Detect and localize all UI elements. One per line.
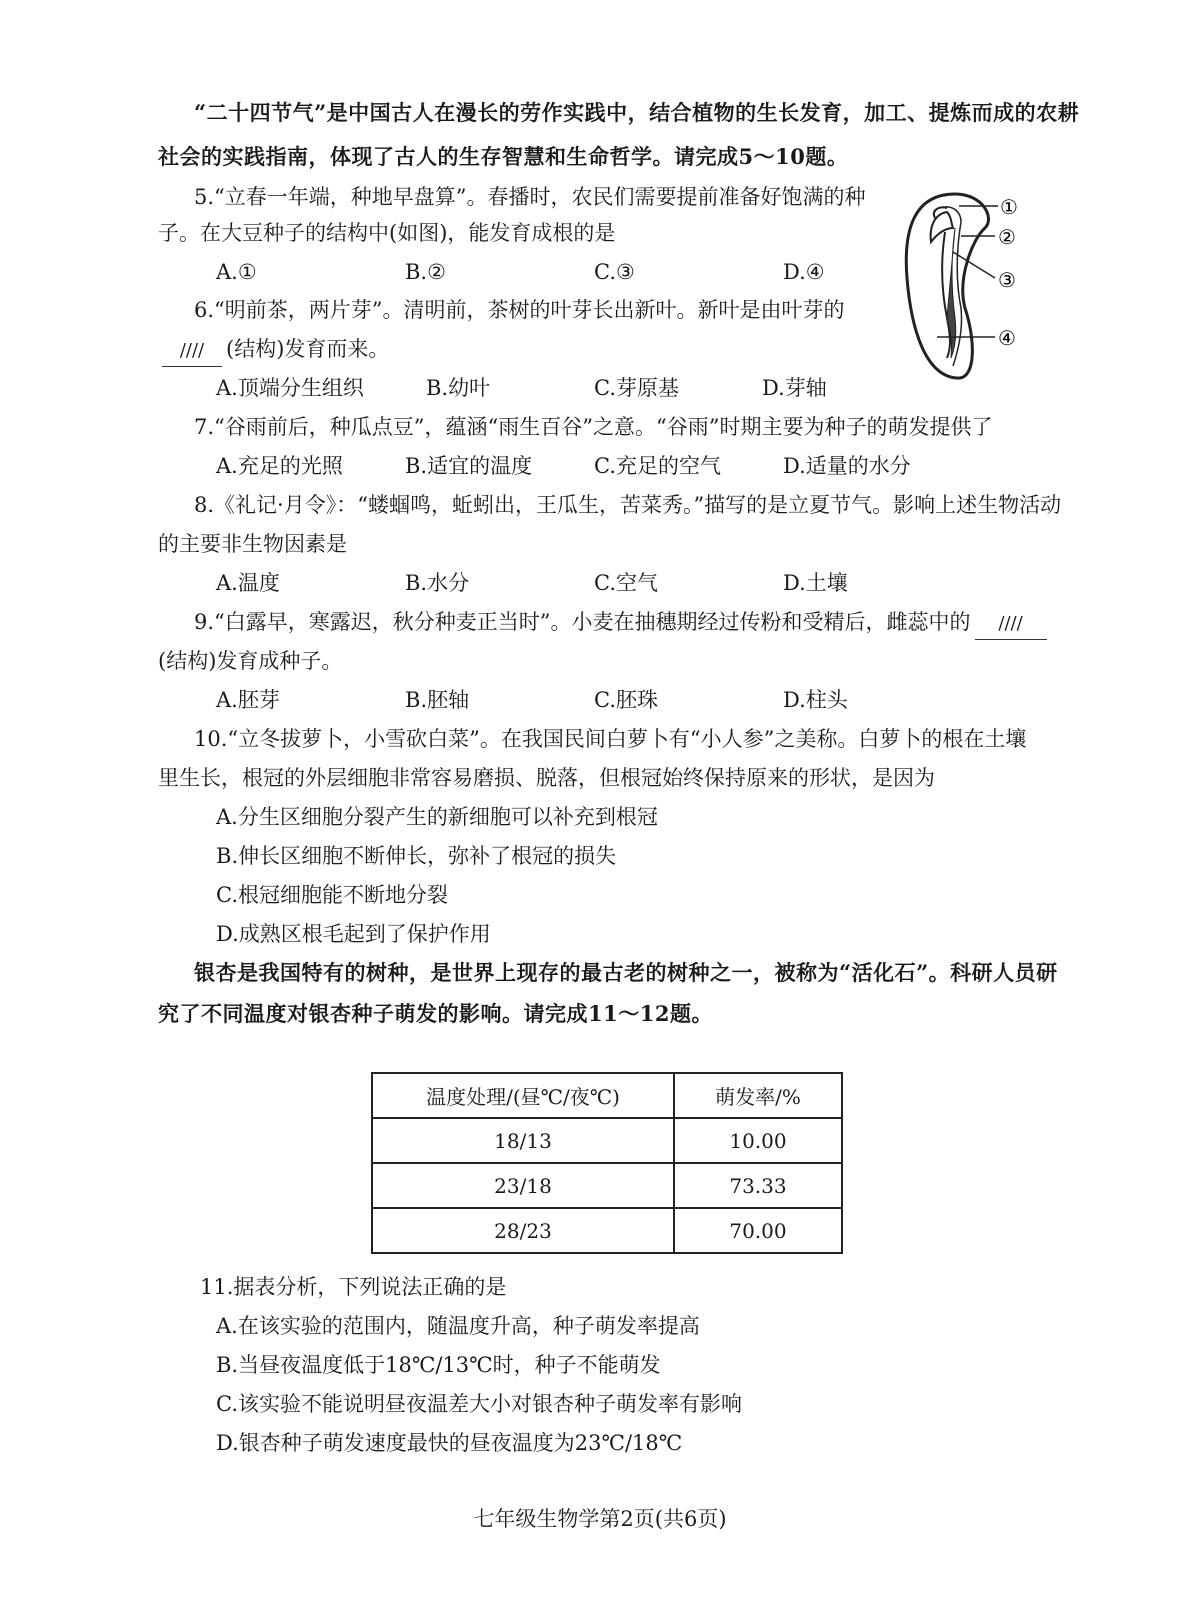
question-11-option-c: C.该实验不能说明昼夜温差大小对银杏种子萌发率有影响 [216, 1392, 742, 1416]
question-10-stem: 10.“立冬拔萝卜，小雪砍白菜”。在我国民间白萝卜有“小人参”之美称。白萝卜的根在土壤 [194, 727, 1027, 751]
question-5-option-c: C.③ [594, 260, 635, 284]
question-5-stem: 5.“立春一年端，种地早盘算”。春播时，农民们需要提前准备好饱满的种 [194, 185, 866, 209]
figure-label-4: ④ [998, 326, 1016, 350]
question-5-option-b: B.② [405, 260, 446, 284]
question-6-option-c: C.芽原基 [594, 376, 679, 400]
question-10-option-c: C.根冠细胞能不断地分裂 [216, 883, 448, 907]
soybean-seed-figure [895, 188, 1055, 388]
question-7-stem: 7.“谷雨前后，种瓜点豆”，蕴涵“雨生百谷”之意。“谷雨”时期主要为种子的萌发提供了 [194, 415, 993, 439]
question-7-option-b: B.适宜的温度 [405, 454, 533, 478]
question-9-blank: //// [975, 609, 1047, 640]
question-10-stem-cont: 里生长，根冠的外层细胞非常容易磨损、脱落，但根冠始终保持原来的形状，是因为 [158, 766, 935, 790]
page-footer: 七年级生物学第2页(共6页) [473, 1507, 727, 1531]
question-10-option-a: A.分生区细胞分裂产生的新细胞可以补充到根冠 [216, 805, 658, 829]
question-11-stem: 11.据表分析，下列说法正确的是 [200, 1275, 507, 1299]
table-row [372, 1208, 842, 1253]
question-9-option-c: C.胚珠 [594, 688, 658, 712]
question-5-option-d: D.④ [783, 260, 825, 284]
question-8-option-c: C.空气 [594, 571, 658, 595]
table-row [372, 1118, 842, 1163]
question-7-option-c: C.充足的空气 [594, 454, 721, 478]
table-header-germination-rate: 萌发率/% [674, 1073, 842, 1118]
question-10-option-d: D.成熟区根毛起到了保护作用 [216, 922, 491, 946]
question-11-option-d: D.银杏种子萌发速度最快的昼夜温度为23℃/18℃ [216, 1431, 683, 1455]
figure-label-2: ② [998, 225, 1016, 249]
question-6-option-a: A.顶端分生组织 [216, 376, 364, 400]
question-6-option-d: D.芽轴 [762, 376, 827, 400]
table-cell-rate: 70.00 [674, 1208, 842, 1253]
passage-intro-line-2: 社会的实践指南，体现了古人的生存智慧和生命哲学。请完成5～10题。 [158, 144, 849, 169]
question-9-stem-cont: (结构)发育成种子。 [158, 649, 343, 673]
table-cell-rate: 10.00 [674, 1118, 842, 1163]
germination-table [371, 1072, 843, 1254]
figure-label-3: ③ [998, 268, 1016, 292]
question-9-stem-text: 9.“白露早，寒露迟，秋分种麦正当时”。小麦在抽穗期经过传粉和受精后，雌蕊中的 [194, 610, 971, 634]
table-cell-rate: 73.33 [674, 1163, 842, 1208]
table-cell-temperature: 28/23 [372, 1208, 674, 1253]
table-cell-temperature: 23/18 [372, 1163, 674, 1208]
table-cell-temperature: 18/13 [372, 1118, 674, 1163]
question-6-option-b: B.幼叶 [426, 376, 491, 400]
table-row [372, 1163, 842, 1208]
question-11-option-a: A.在该实验的范围内，随温度升高，种子萌发率提高 [216, 1314, 700, 1338]
question-9-option-a: A.胚芽 [216, 688, 280, 712]
question-6-stem-tail: (结构)发育而来。 [226, 337, 390, 361]
question-6-stem-cont [158, 334, 389, 367]
table-header-temperature: 温度处理/(昼℃/夜℃) [372, 1073, 674, 1118]
passage-intro2-line-2: 究了不同温度对银杏种子萌发的影响。请完成11～12题。 [158, 1001, 713, 1026]
question-5-stem-cont: 子。在大豆种子的结构中(如图)，能发育成根的是 [158, 221, 616, 245]
question-8-option-b: B.水分 [405, 571, 470, 595]
question-7-option-a: A.充足的光照 [216, 454, 343, 478]
question-10-option-b: B.伸长区细胞不断伸长，弥补了根冠的损失 [216, 844, 617, 868]
question-8-option-a: A.温度 [216, 571, 280, 595]
question-8-stem-cont: 的主要非生物因素是 [158, 532, 347, 556]
figure-label-1: ① [1000, 195, 1018, 219]
passage-intro-line-1: “二十四节气”是中国古人在漫长的劳作实践中，结合植物的生长发育，加工、提炼而成的农耕 [194, 100, 1080, 125]
question-9-option-b: B.胚轴 [405, 688, 470, 712]
question-8-stem: 8.《礼记·月令》：“蝼蝈鸣，蚯蚓出，王瓜生，苦菜秀。”描写的是立夏节气。影响上述生物活动 [194, 493, 1062, 517]
question-8-option-d: D.土壤 [783, 571, 848, 595]
question-6-blank: //// [162, 336, 222, 367]
question-11-option-b: B.当昼夜温度低于18℃/13℃时，种子不能萌发 [216, 1353, 661, 1377]
question-6-stem: 6.“明前茶，两片芽”。清明前，茶树的叶芽长出新叶。新叶是由叶芽的 [194, 298, 845, 322]
question-9-stem [194, 607, 1051, 640]
passage-intro2-line-1: 银杏是我国特有的树种，是世界上现存的最古老的树种之一，被称为“活化石”。科研人员研 [194, 960, 1058, 985]
question-9-option-d: D.柱头 [783, 688, 848, 712]
table-header-row [372, 1073, 842, 1118]
question-5-option-a: A.① [216, 260, 257, 284]
question-7-option-d: D.适量的水分 [783, 454, 911, 478]
